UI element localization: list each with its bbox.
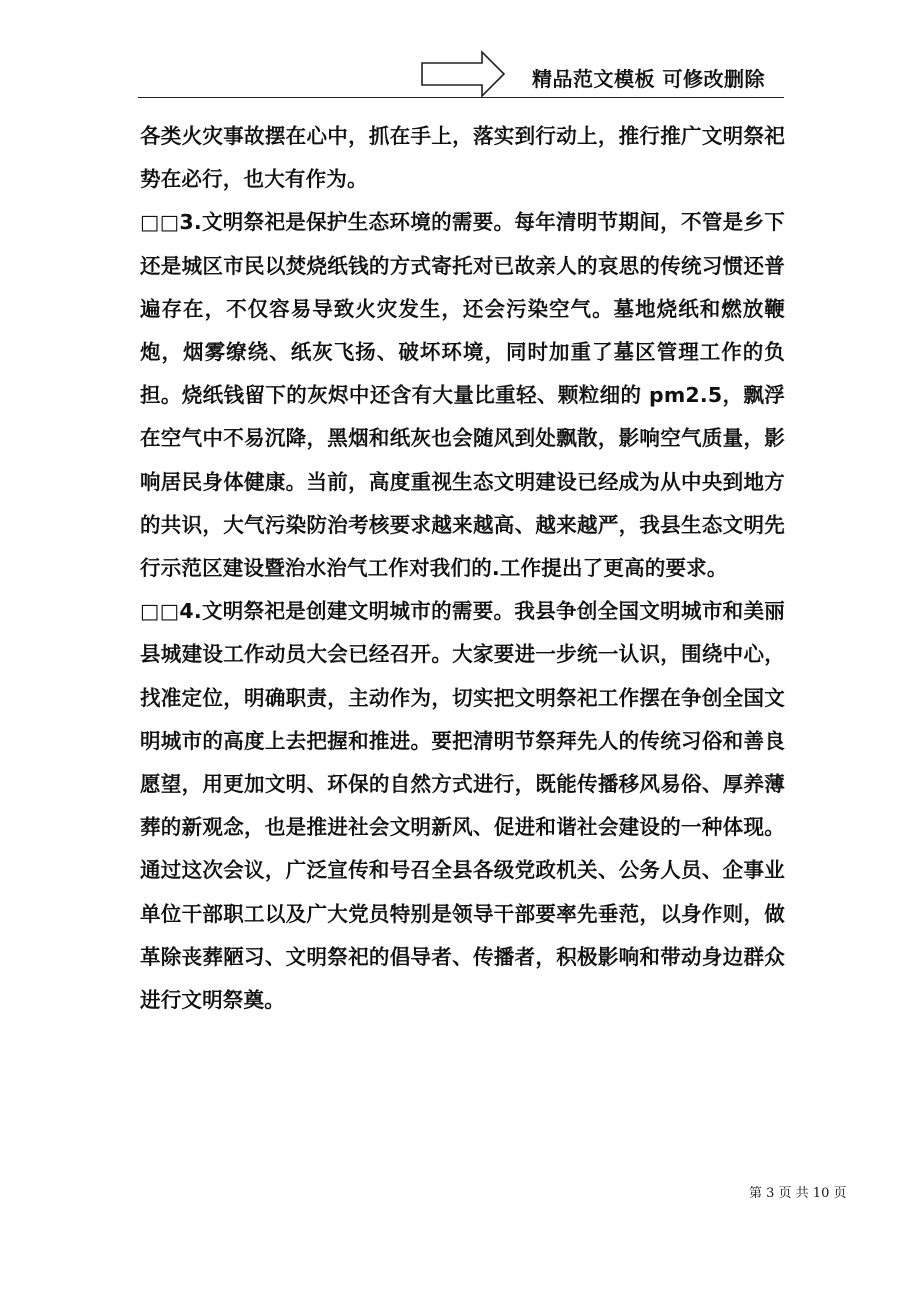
header-title: 精品范文模板 可修改删除 bbox=[532, 67, 765, 91]
page-header bbox=[0, 0, 920, 100]
document-body bbox=[140, 115, 785, 1022]
paragraph-point-3: □□3.文明祭祀是保护生态环境的需要。每年清明节期间，不管是乡下还是城区市民以焚烧纸钱的方式寄托对已故亲人的哀思的传统习惯还普遍存在，不仅容易导致火灾发生，还会污染空气。墓地烧纸和燃放鞭炮，烟雾缭绕、纸灰飞扬、破坏环境，同时加重了墓区管理工作的负担。烧纸钱留下的灰烬中还含有大量比重轻、颗粒细的 pm2.5，飘浮在空气中不易沉降，黑烟和纸灰也会随风到处飘散，影响空气质量，影响居民身体健康。当前，高度重视生态文明建设已经成为从中央到地方的共识，大气污染防治考核要求越来越高、越来越严，我县生态文明先行示范区建设暨治水治气工作对我们的.工作提出了更高的要求。 bbox=[140, 210, 785, 581]
page-number: 第 3 页 共 10 页 bbox=[749, 1186, 847, 1201]
paragraph-continued: 各类火灾事故摆在心中，抓在手上，落实到行动上，推行推广文明祭祀势在必行，也大有作为。 bbox=[140, 124, 785, 192]
paragraph-point-4: □□4.文明祭祀是创建文明城市的需要。我县争创全国文明城市和美丽县城建设工作动员大会已经召开。大家要进一步统一认识，围绕中心，找准定位，明确职责，主动作为，切实把文明祭祀工作摆在争创全国文明城市的高度上去把握和推进。要把清明节祭拜先人的传统习俗和善良愿望，用更加文明、环保的自然方式进行，既能传播移风易俗、厚养薄葬的新观念，也是推进社会文明新风、促进和谐社会建设的一种体现。通过这次会议，广泛宣传和号召全县各级党政机关、公务人员、企事业单位干部职工以及广大党员特别是领导干部要率先垂范，以身作则，做革除丧葬陋习、文明祭祀的倡导者、传播者，积极影响和带动身边群众进行文明祭奠。 bbox=[140, 599, 785, 1013]
header-divider bbox=[138, 97, 784, 98]
right-arrow-icon bbox=[420, 50, 506, 98]
